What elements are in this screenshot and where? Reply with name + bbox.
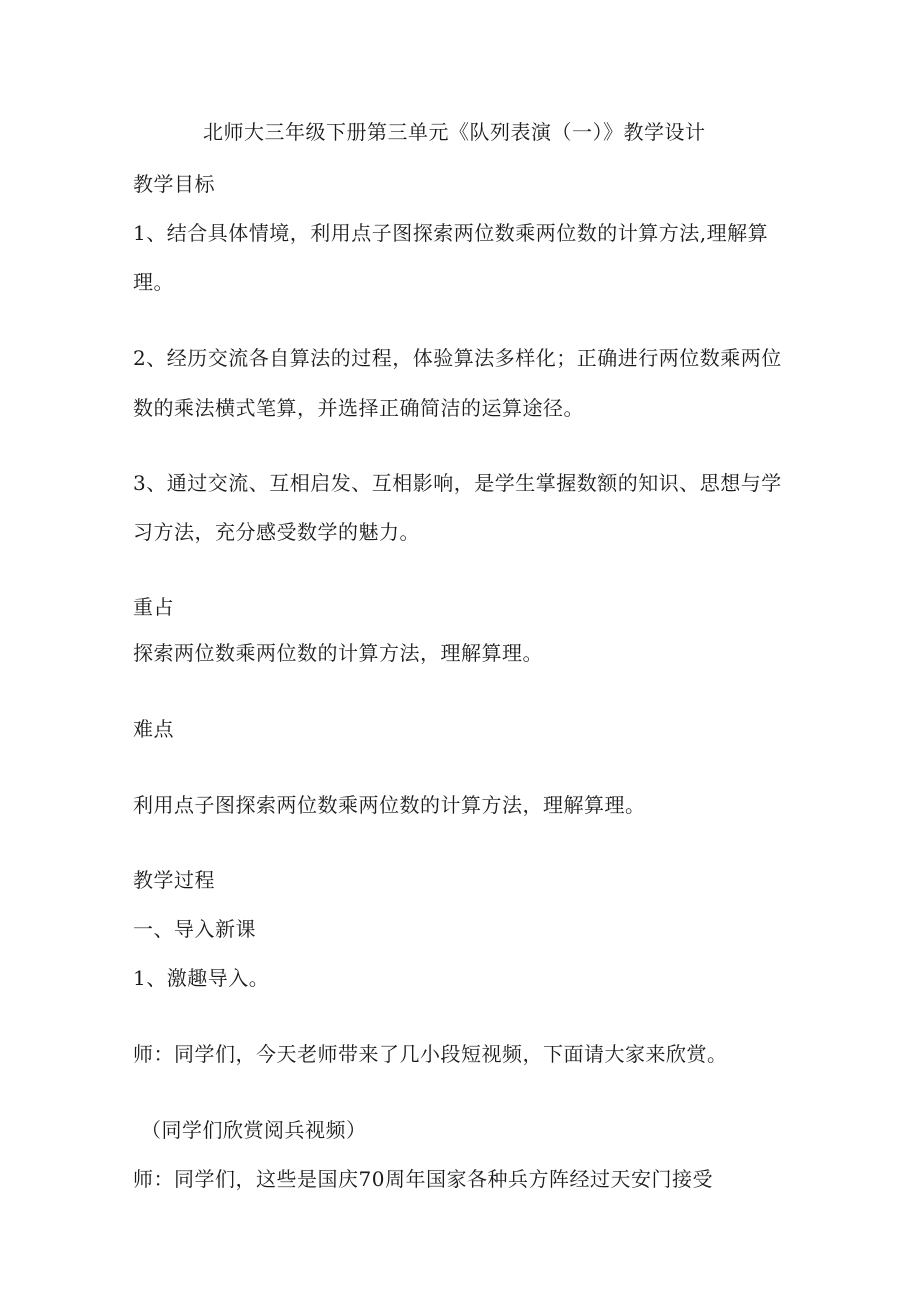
key-point-text: 探索两位数乘两位数的计算方法，理解算理。 (133, 641, 543, 665)
objective-2-line-1: 2、经历交流各自算法的过程，体验算法多样化；正确进行两位数乘两位 (133, 346, 782, 370)
objective-3-line-2: 习方法，充分感受数学的魅力。 (133, 520, 420, 544)
process-heading: 教学过程 (133, 868, 215, 892)
objective-3-line-1: 3、通过交流、互相启发、互相影响，是学生掌握数额的知识、思想与学 (133, 471, 782, 495)
difficulty-text: 利用点子图探索两位数乘两位数的计算方法，理解算理。 (133, 793, 646, 817)
objective-2-line-2: 数的乘法横式笔算，并选择正确简洁的运算途径。 (133, 396, 584, 420)
step-1: 1、激趣导入。 (133, 966, 270, 990)
objectives-heading: 教学目标 (133, 172, 215, 196)
objective-1-line-2: 理。 (133, 270, 174, 294)
student-action: （同学们欣赏阅兵视频） (141, 1118, 367, 1142)
key-point-heading: 重占 (133, 595, 174, 619)
teacher-line-2: 师：同学们，这些是国庆70周年国家各种兵方阵经过天安门接受 (133, 1167, 713, 1191)
objective-1-line-1: 1、结合具体情境，利用点子图探索两位数乘两位数的计算方法,理解算 (133, 221, 769, 245)
section-1-heading: 一、导入新课 (133, 917, 256, 941)
document-title: 北师大三年级下册第三单元《队列表演（一）》教学设计 (203, 120, 706, 144)
teacher-line-1: 师：同学们，今天老师带来了几小段短视频，下面请大家来欣赏。 (133, 1042, 728, 1066)
difficulty-heading: 难点 (133, 717, 174, 741)
